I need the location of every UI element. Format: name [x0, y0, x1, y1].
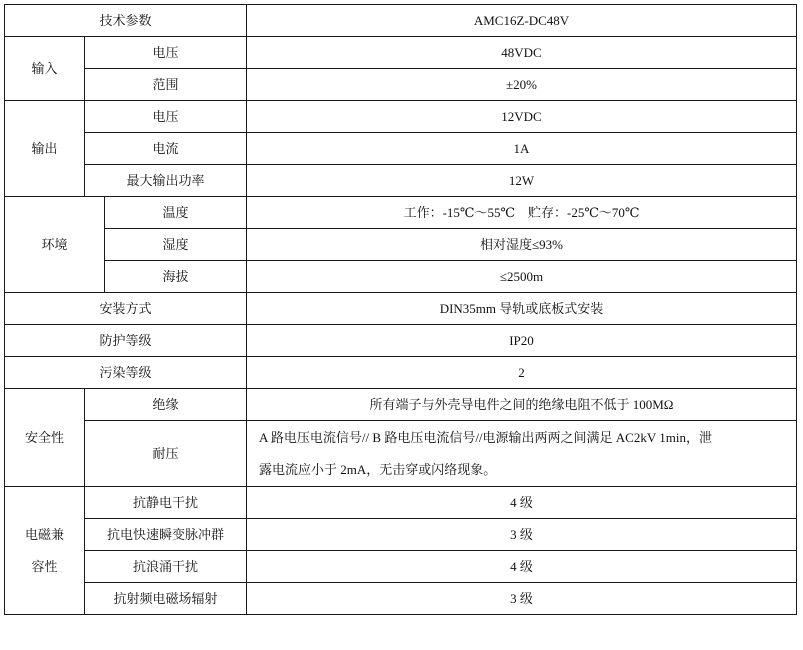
table-row: [5, 293, 797, 325]
param-label: 抗射频电磁场辐射: [85, 583, 247, 615]
table-row: [5, 357, 797, 389]
table-row: [5, 5, 797, 37]
table-row: [5, 551, 797, 583]
param-label: 抗电快速瞬变脉冲群: [85, 519, 247, 551]
param-label: 范围: [85, 69, 247, 101]
param-value: 3 级: [247, 583, 797, 615]
table-row: [5, 165, 797, 197]
table-row: [5, 133, 797, 165]
table-row: [5, 389, 797, 421]
param-value: 2: [247, 357, 797, 389]
param-label: 耐压: [85, 421, 247, 487]
group-label-input: 输入: [5, 37, 85, 101]
param-value: 工作：-15℃～55℃ 贮存：-25℃～70℃: [247, 197, 797, 229]
group-label-environment: 环境: [5, 197, 105, 293]
param-value-multiline: [247, 421, 797, 487]
param-label: 电压: [85, 37, 247, 69]
param-label: 防护等级: [5, 325, 247, 357]
table-row: [5, 229, 797, 261]
param-value: ≤2500m: [247, 261, 797, 293]
param-label: 抗浪涌干扰: [85, 551, 247, 583]
group-label-safety: 安全性: [5, 389, 85, 487]
param-value: 12W: [247, 165, 797, 197]
param-value: 所有端子与外壳导电件之间的绝缘电阻不低于 100MΩ: [247, 389, 797, 421]
table-row: [5, 197, 797, 229]
param-label: 抗静电干扰: [85, 487, 247, 519]
param-value: 4 级: [247, 551, 797, 583]
param-label: 绝缘: [85, 389, 247, 421]
table-row: [5, 421, 797, 487]
param-value: 12VDC: [247, 101, 797, 133]
param-value: 相对湿度≤93%: [247, 229, 797, 261]
param-label: 温度: [105, 197, 247, 229]
param-value: IP20: [247, 325, 797, 357]
param-label: 电流: [85, 133, 247, 165]
table-row: [5, 583, 797, 615]
header-value: AMC16Z-DC48V: [247, 5, 797, 37]
param-label: 最大输出功率: [85, 165, 247, 197]
param-value-line: 露电流应小于 2mA，无击穿或闪络现象。: [259, 461, 497, 477]
group-label-line: 容性: [31, 558, 58, 574]
param-label: 安装方式: [5, 293, 247, 325]
param-label: 污染等级: [5, 357, 247, 389]
param-label: 湿度: [105, 229, 247, 261]
param-value: 3 级: [247, 519, 797, 551]
param-value: DIN35mm 导轨或底板式安装: [247, 293, 797, 325]
param-value: 48VDC: [247, 37, 797, 69]
group-label-output: 输出: [5, 101, 85, 197]
group-label-line: 电磁兼: [24, 526, 64, 542]
table-row: [5, 487, 797, 519]
param-value: ±20%: [247, 69, 797, 101]
param-value: 1A: [247, 133, 797, 165]
param-label: 海拔: [105, 261, 247, 293]
table-row: [5, 261, 797, 293]
table-row: [5, 325, 797, 357]
param-label: 电压: [85, 101, 247, 133]
table-row: [5, 101, 797, 133]
param-value: 4 级: [247, 487, 797, 519]
spec-table: [4, 4, 797, 615]
param-value-line: A 路电压电流信号// B 路电压电流信号//电源输出两两之间满足 AC2kV 1min，泄: [259, 429, 712, 445]
table-row: [5, 519, 797, 551]
header-label: 技术参数: [5, 5, 247, 37]
group-label-emc: [5, 487, 85, 615]
table-row: [5, 37, 797, 69]
table-row: [5, 69, 797, 101]
